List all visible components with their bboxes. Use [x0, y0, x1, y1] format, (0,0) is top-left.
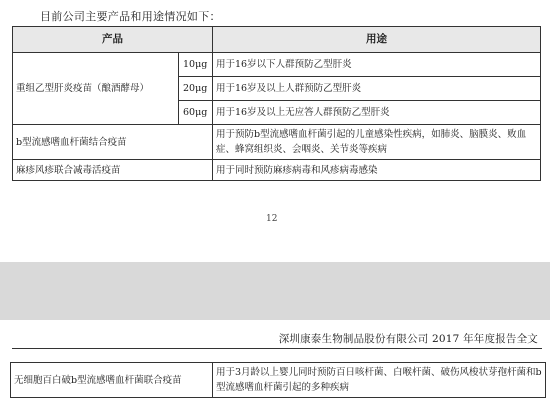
- hib-product-cell: b型流感嗜血杆菌结合疫苗: [13, 125, 213, 160]
- use-cell: 用于16岁以下人群预防乙型肝炎: [213, 53, 541, 77]
- use-cell: 用于预防b型流感嗜血杆菌引起的儿童感染性疾病，如肺炎、脑膜炎、败血症、蜂窝组织炎、会咽炎、关节炎等疾病: [213, 125, 541, 160]
- page-gap: [0, 262, 550, 320]
- dose-cell: 20μg: [179, 77, 213, 101]
- use-cell: 用于3月龄以上婴儿同时预防百日咳杆菌、白喉杆菌、破伤风梭状芽孢杆菌和b型流感嗜血杆菌引起的多种疾病: [213, 363, 546, 398]
- table-row: [11, 363, 546, 398]
- hepb-product-cell: 重组乙型肝炎疫苗（酿酒酵母）: [13, 53, 179, 125]
- table-row: [13, 160, 541, 181]
- table-row: [13, 53, 541, 77]
- products-table-continued: [10, 362, 546, 398]
- use-cell: 用于16岁及以上无应答人群预防乙型肝炎: [213, 101, 541, 125]
- header-use: 用途: [213, 27, 541, 53]
- dose-cell: 60μg: [179, 101, 213, 125]
- header-product: 产品: [13, 27, 213, 53]
- table-row: [13, 125, 541, 160]
- table-header-row: [13, 27, 541, 53]
- use-cell: 用于16岁及以上人群预防乙型肝炎: [213, 77, 541, 101]
- products-table: [12, 26, 541, 181]
- page-number: 12: [266, 214, 278, 224]
- header-rule: [12, 348, 542, 349]
- dose-cell: 10μg: [179, 53, 213, 77]
- intro-text: 目前公司主要产品和用途情况如下：: [40, 10, 221, 23]
- use-cell: 用于同时预防麻疹病毒和风疹病毒感染: [213, 160, 541, 181]
- mr-product-cell: 麻疹风疹联合减毒活疫苗: [13, 160, 213, 181]
- page-bottom: [0, 320, 550, 400]
- running-header: 深圳康泰生物制品股份有限公司 2017 年年度报告全文: [278, 333, 538, 345]
- dtap-hib-product-cell: 无细胞百白破b型流感嗜血杆菌联合疫苗: [11, 363, 213, 398]
